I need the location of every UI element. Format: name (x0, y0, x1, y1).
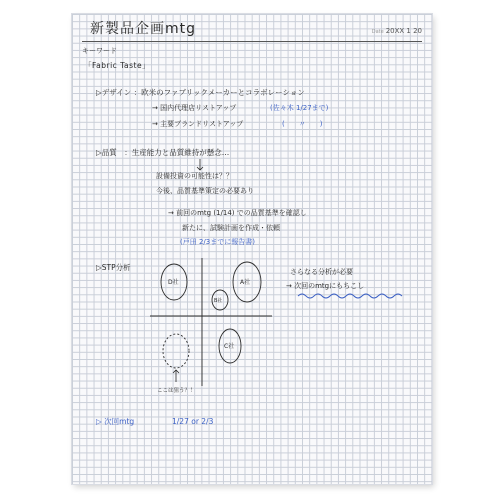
design-item-1-note: (佐々木 1/27まで) (270, 104, 329, 112)
date-value: 20XX 1 20 (385, 27, 422, 35)
stp-heading: ▷STP分析 (96, 263, 131, 272)
stp-note-1: さらなる分析が必要 (290, 268, 353, 276)
quality-line-1: 設備投資の可能性は？？ (156, 172, 233, 180)
date-prefix: Date (371, 29, 384, 35)
stp-positioning-map (142, 256, 282, 396)
next-mtg-label: ▷ 次回mtg (96, 417, 135, 426)
wavy-underline (296, 292, 406, 300)
label-question: ここは狙う？！ (157, 388, 196, 394)
quality-item-1: → 前回のmtg (1/14) での品質基準を確認し (168, 209, 307, 217)
quality-item-2-note: (戸田 2/3までに報告書) (180, 238, 255, 246)
design-heading: ▷デザイン ：欧米のファブリックメーカーとコラボレーション (96, 88, 305, 97)
label-b: B社 (214, 298, 223, 304)
label-c: C社 (224, 343, 235, 350)
keyword-label: キーワード (82, 47, 117, 55)
quality-line-2: 今後、品質基準策定の必要あり (156, 187, 254, 195)
design-item-2: → 主要ブランドリストアップ (152, 120, 244, 128)
date (372, 28, 422, 35)
stp-note-2: → 次回のmtgにもちこし (286, 282, 365, 290)
quality-item-2: 新たに、試験計画を作成・依頼 (182, 224, 280, 232)
design-item-2-note: ( 〃 ) (282, 120, 323, 128)
target-dashed-circle (163, 334, 189, 368)
notebook-page (72, 14, 432, 484)
quality-heading: ▷品質 ：生産能力と品質維持が懸念… (96, 148, 230, 157)
page-title: 新製品企画mtg (90, 21, 197, 37)
design-item-1: → 国内代理店リストアップ (152, 104, 237, 112)
label-d: D社 (168, 279, 179, 286)
question-arrow-icon (173, 370, 179, 382)
keyword-value: 「Fabric Taste」 (84, 61, 151, 70)
title-underline (82, 41, 422, 42)
next-mtg-value: 1/27 or 2/3 (172, 417, 214, 426)
label-a: A社 (240, 279, 251, 286)
down-arrow-icon (194, 158, 206, 172)
